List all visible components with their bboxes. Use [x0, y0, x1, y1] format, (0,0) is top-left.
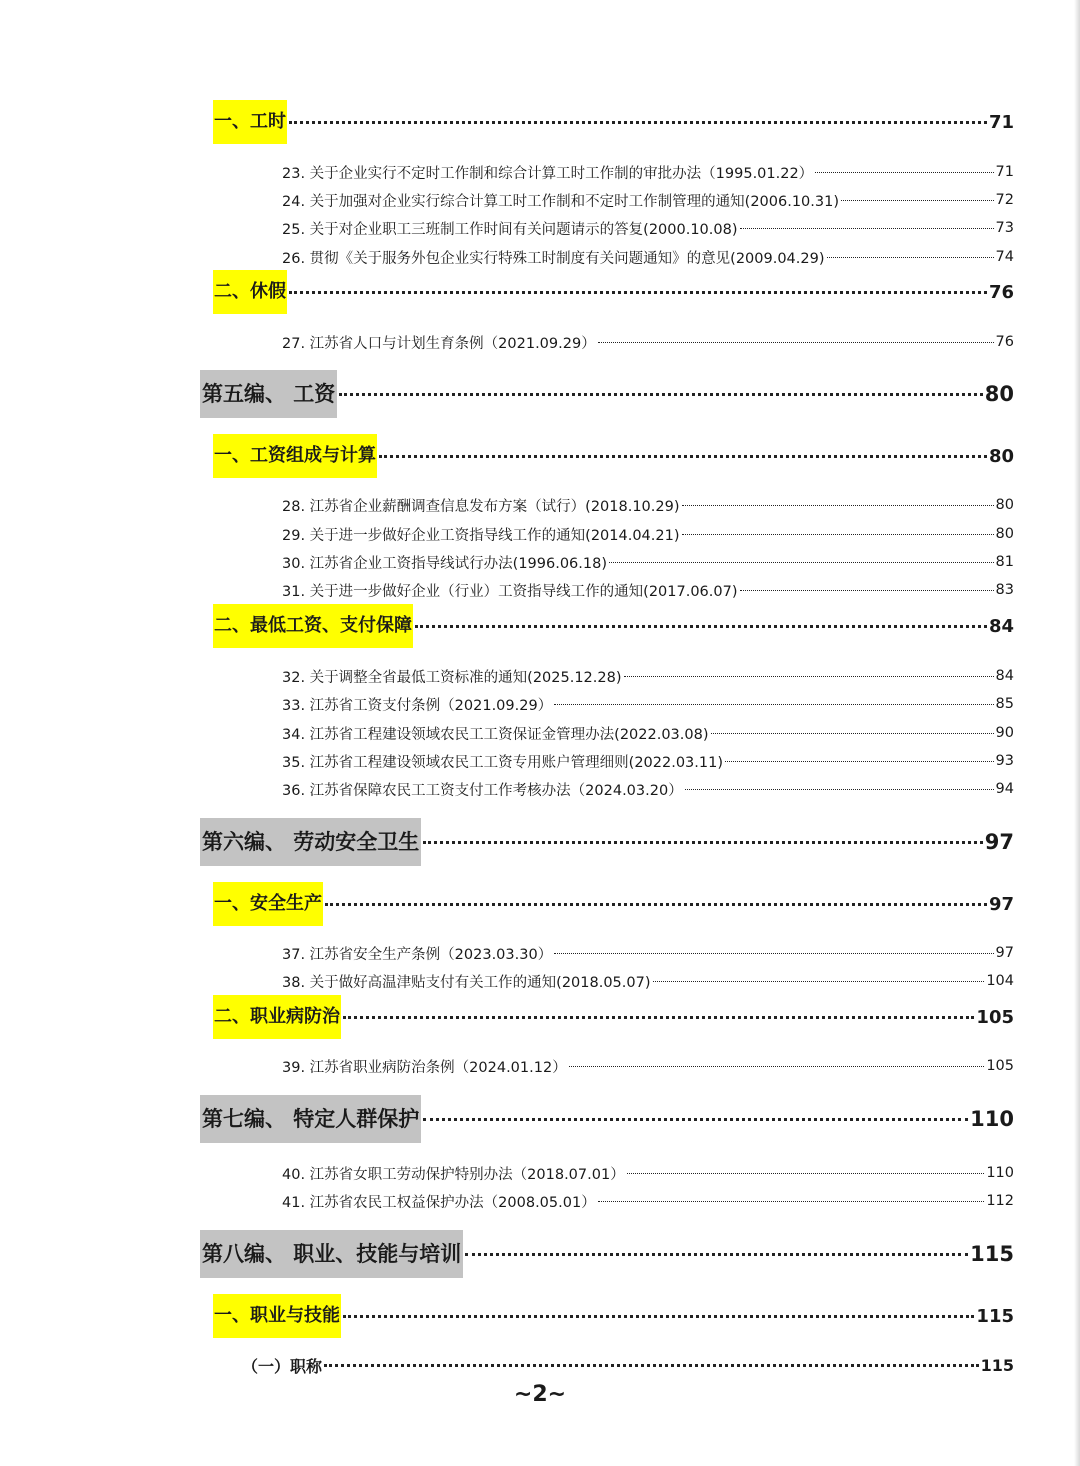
toc-label: 二、职业病防治	[213, 995, 341, 1039]
toc-entry[interactable]	[282, 160, 1014, 184]
toc-entry[interactable]	[282, 216, 1014, 240]
toc-page-number: 80	[984, 382, 1014, 406]
toc-entry[interactable]	[282, 1161, 1014, 1185]
toc-label: 23. 关于企业实行不定时工作制和综合计算工时工作制的审批办法（1995.01.22）	[282, 165, 814, 182]
toc-page-number: 76	[995, 334, 1014, 350]
toc-entry[interactable]	[282, 749, 1014, 773]
toc-label: 33. 江苏省工资支付条例（2021.09.29）	[282, 697, 553, 714]
toc-label: 32. 关于调整全省最低工资标准的通知(2025.12.28)	[282, 669, 622, 686]
dot-leader	[682, 493, 994, 517]
toc-page-number: 71	[988, 111, 1014, 133]
toc-page-number: 80	[995, 526, 1014, 542]
toc-section-occupational-disease[interactable]	[213, 995, 1014, 1039]
toc-section-leave[interactable]	[213, 270, 1014, 314]
toc-page-number: 84	[988, 615, 1014, 637]
dot-leader	[339, 370, 982, 418]
toc-label: 29. 关于进一步做好企业工资指导线工作的通知(2014.04.21)	[282, 527, 680, 544]
toc-entry[interactable]	[282, 777, 1014, 801]
toc-page-number: 93	[995, 753, 1014, 769]
toc-label: 40. 江苏省女职工劳动保护特别办法（2018.07.01）	[282, 1166, 625, 1183]
dot-leader	[598, 330, 994, 354]
dot-leader	[465, 1230, 968, 1278]
toc-entry[interactable]	[282, 969, 1014, 993]
toc-label: 一、工资组成与计算	[213, 434, 377, 478]
toc-entry[interactable]	[282, 550, 1014, 574]
toc-subsection-titles[interactable]	[242, 1352, 1014, 1378]
toc-page-number: 97	[988, 893, 1014, 915]
toc-page-number: 112	[986, 1193, 1014, 1209]
toc-label: 28. 江苏省企业薪酬调查信息发布方案（试行）(2018.10.29)	[282, 498, 680, 515]
toc-page-number: 71	[995, 164, 1014, 180]
dot-leader	[569, 1054, 985, 1078]
toc-section-minimum-wage[interactable]	[213, 604, 1014, 648]
toc-section-wage-composition[interactable]	[213, 434, 1014, 478]
dot-leader	[415, 604, 987, 648]
toc-entry[interactable]	[282, 721, 1014, 745]
toc-label: 一、安全生产	[213, 882, 323, 926]
toc-part-vocational-skills[interactable]	[200, 1230, 1014, 1278]
toc-page-number: 80	[995, 497, 1014, 513]
toc-page-number: 85	[995, 696, 1014, 712]
toc-page-number: 83	[995, 582, 1014, 598]
dot-leader	[423, 1095, 968, 1143]
dot-leader	[554, 941, 993, 965]
toc-label: 一、工时	[213, 100, 287, 144]
dot-leader	[343, 995, 974, 1039]
toc-page-number: 97	[995, 945, 1014, 961]
toc-section-production-safety[interactable]	[213, 882, 1014, 926]
toc-page-number: 90	[995, 725, 1014, 741]
toc-label: 36. 江苏省保障农民工工资支付工作考核办法（2024.03.20）	[282, 782, 683, 799]
toc-page-number: 105	[986, 1058, 1014, 1074]
toc-label: 30. 江苏省企业工资指导线试行办法(1996.06.18)	[282, 555, 608, 572]
toc-entry[interactable]	[282, 1054, 1014, 1078]
dot-leader	[609, 550, 994, 574]
dot-leader	[598, 1189, 985, 1213]
toc-page-number: 73	[995, 220, 1014, 236]
toc-section-occupation-skills[interactable]	[213, 1294, 1014, 1338]
dot-leader	[289, 270, 987, 314]
toc-part-labor-safety[interactable]	[200, 818, 1014, 866]
toc-label: 第五编、 工资	[200, 370, 337, 418]
toc-page-number: 115	[980, 1355, 1014, 1375]
dot-leader	[624, 664, 994, 688]
dot-leader	[653, 969, 985, 993]
toc-page-number: 115	[970, 1242, 1014, 1266]
toc-page-number: 105	[976, 1006, 1014, 1028]
toc-label: 一、职业与技能	[213, 1294, 341, 1338]
toc-label: 24. 关于加强对企业实行综合计算工时工作制和不定时工作制管理的通知(2006.10.31)	[282, 193, 840, 210]
toc-page-number: 94	[995, 781, 1014, 797]
toc-label: 25. 关于对企业职工三班制工作时间有关问题请示的答复(2000.10.08)	[282, 221, 738, 238]
toc-page-number: 97	[984, 830, 1014, 854]
toc-page-number: 80	[988, 445, 1014, 467]
dot-leader	[740, 578, 994, 602]
toc-page-number: 74	[995, 249, 1014, 265]
toc-label: 34. 江苏省工程建设领域农民工工资保证金管理办法(2022.03.08)	[282, 726, 709, 743]
dot-leader	[343, 1294, 974, 1338]
dot-leader	[682, 522, 994, 546]
toc-page-number: 104	[986, 973, 1014, 989]
toc-entry[interactable]	[282, 664, 1014, 688]
toc-entry[interactable]	[282, 1189, 1014, 1213]
toc-label: 38. 关于做好高温津贴支付有关工作的通知(2018.05.07)	[282, 974, 651, 991]
toc-entry[interactable]	[282, 578, 1014, 602]
toc-label: 第七编、 特定人群保护	[200, 1095, 421, 1143]
dot-leader	[725, 749, 994, 773]
toc-entry[interactable]	[282, 245, 1014, 269]
dot-leader	[289, 100, 987, 144]
toc-page-number: 110	[986, 1165, 1014, 1181]
toc-label: （一）职称	[242, 1356, 323, 1376]
toc-label: 39. 江苏省职业病防治条例（2024.01.12）	[282, 1059, 567, 1076]
dot-leader	[324, 1352, 979, 1378]
dot-leader	[379, 434, 987, 478]
toc-page-number: 110	[970, 1107, 1014, 1131]
toc-label: 31. 关于进一步做好企业（行业）工资指导线工作的通知(2017.06.07)	[282, 583, 738, 600]
toc-entry[interactable]	[282, 692, 1014, 716]
toc-part-special-groups[interactable]	[200, 1095, 1014, 1143]
toc-entry[interactable]	[282, 188, 1014, 212]
dot-leader	[685, 777, 994, 801]
dot-leader	[841, 188, 994, 212]
toc-label: 第六编、 劳动安全卫生	[200, 818, 421, 866]
dot-leader	[740, 216, 994, 240]
toc-part-wages[interactable]	[200, 370, 1014, 418]
dot-leader	[711, 721, 994, 745]
toc-label: 26. 贯彻《关于服务外包企业实行特殊工时制度有关问题通知》的意见(2009.04.29)	[282, 250, 825, 267]
toc-entry[interactable]	[282, 522, 1014, 546]
dot-leader	[815, 160, 993, 184]
dot-leader	[827, 245, 994, 269]
toc-label: 二、最低工资、支付保障	[213, 604, 413, 648]
toc-section-work-hours[interactable]	[213, 100, 1014, 144]
toc-entry[interactable]	[282, 493, 1014, 517]
toc-page-number: 115	[976, 1305, 1014, 1327]
toc-page-number: 84	[995, 668, 1014, 684]
toc-label: 第八编、 职业、技能与培训	[200, 1230, 463, 1278]
dot-leader	[325, 882, 987, 926]
toc-label: 35. 江苏省工程建设领域农民工工资专用账户管理细则(2022.03.11)	[282, 754, 724, 771]
toc-label: 二、休假	[213, 270, 287, 314]
toc-entry[interactable]	[282, 330, 1014, 354]
toc-label: 41. 江苏省农民工权益保护办法（2008.05.01）	[282, 1194, 596, 1211]
toc-page-number: 72	[995, 192, 1014, 208]
toc-page-number: 81	[995, 554, 1014, 570]
dot-leader	[554, 692, 993, 716]
toc-label: 37. 江苏省安全生产条例（2023.03.30）	[282, 946, 553, 963]
toc-label: 27. 江苏省人口与计划生育条例（2021.09.29）	[282, 335, 596, 352]
page-number-footer: ~2~	[513, 1382, 567, 1407]
dot-leader	[627, 1161, 985, 1185]
dot-leader	[423, 818, 982, 866]
toc-page-number: 76	[988, 281, 1014, 303]
toc-entry[interactable]	[282, 941, 1014, 965]
